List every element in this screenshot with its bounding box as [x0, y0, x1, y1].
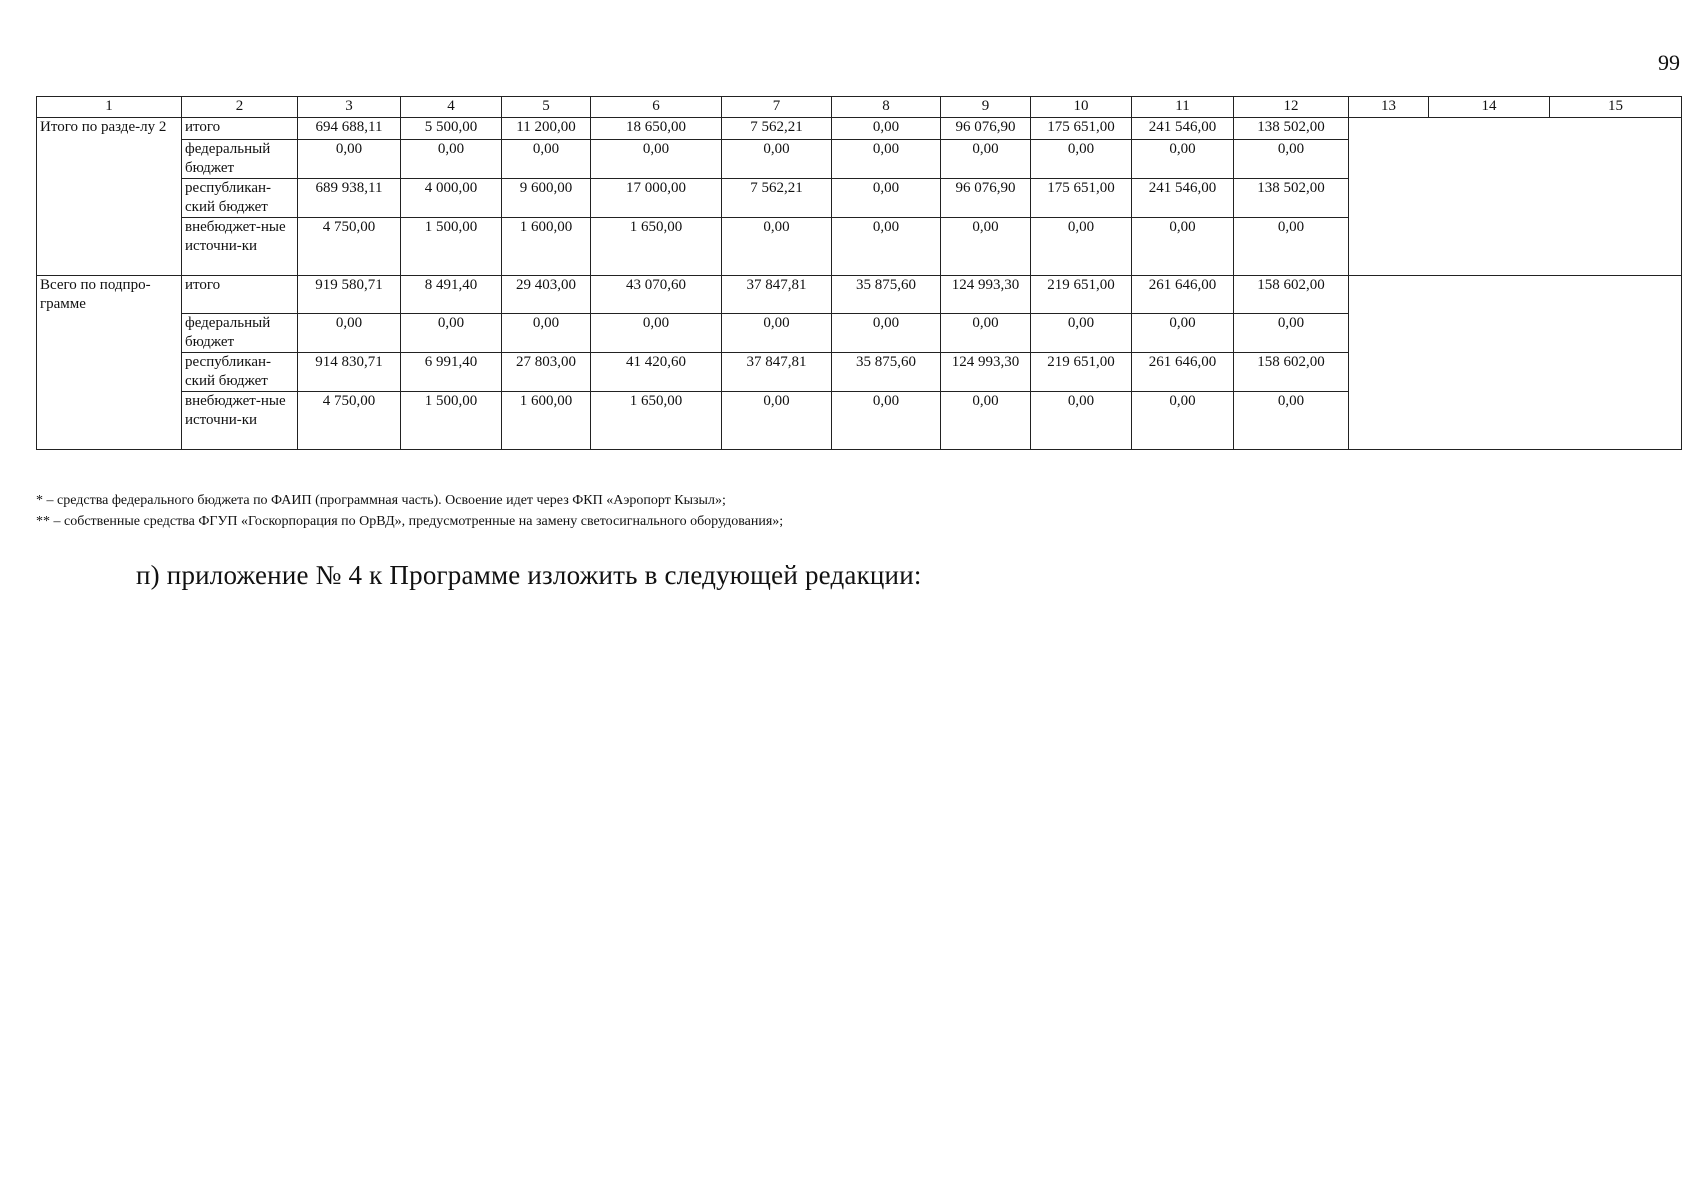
value-cell: 1 600,00 [502, 218, 591, 276]
value-cell: 261 646,00 [1132, 353, 1234, 392]
value-cell: 0,00 [298, 314, 401, 353]
value-cell: 18 650,00 [591, 118, 722, 140]
value-cell: 0,00 [591, 314, 722, 353]
value-cell: 219 651,00 [1031, 276, 1132, 314]
value-cell: 0,00 [1031, 140, 1132, 179]
value-cell: 1 650,00 [591, 392, 722, 450]
value-cell: 0,00 [502, 314, 591, 353]
value-cell: 0,00 [298, 140, 401, 179]
value-cell: 1 650,00 [591, 218, 722, 276]
header-cell: 5 [502, 97, 591, 118]
value-cell: 0,00 [832, 140, 941, 179]
value-cell: 1 600,00 [502, 392, 591, 450]
value-cell: 689 938,11 [298, 179, 401, 218]
value-cell: 96 076,90 [941, 118, 1031, 140]
value-cell: 0,00 [1132, 314, 1234, 353]
header-cell: 1 [37, 97, 182, 118]
value-cell: 4 750,00 [298, 392, 401, 450]
budget-table [36, 96, 1682, 450]
header-cell: 7 [722, 97, 832, 118]
value-cell: 0,00 [722, 218, 832, 276]
value-cell: 35 875,60 [832, 276, 941, 314]
value-cell: 0,00 [401, 140, 502, 179]
value-cell: 124 993,30 [941, 276, 1031, 314]
value-cell: 0,00 [832, 314, 941, 353]
value-cell: 919 580,71 [298, 276, 401, 314]
value-cell: 0,00 [832, 218, 941, 276]
funding-source: федеральный бюджет [182, 140, 298, 179]
value-cell: 0,00 [1031, 218, 1132, 276]
value-cell: 0,00 [591, 140, 722, 179]
value-cell: 41 420,60 [591, 353, 722, 392]
group-label: Всего по подпро-грамме [37, 276, 182, 450]
value-cell: 138 502,00 [1234, 118, 1349, 140]
header-cell: 11 [1132, 97, 1234, 118]
funding-source: внебюджет-ные источни-ки [182, 392, 298, 450]
value-cell: 1 500,00 [401, 392, 502, 450]
funding-source: внебюджет-ные источни-ки [182, 218, 298, 276]
value-cell: 138 502,00 [1234, 179, 1349, 218]
footnote-orvd: ** – собственные средства ФГУП «Госкорпорация по ОрВД», предусмотренные на замену светосигнального оборудования»; [36, 514, 784, 529]
value-cell: 6 991,40 [401, 353, 502, 392]
value-cell: 175 651,00 [1031, 118, 1132, 140]
funding-source: республикан-ский бюджет [182, 353, 298, 392]
footnotes [36, 490, 1636, 532]
value-cell: 35 875,60 [832, 353, 941, 392]
table-header-row [37, 97, 1682, 118]
footnote-federal: * – средства федерального бюджета по ФАИП (программная часть). Освоение идет через ФКП «Аэропорт Кызыл»; [36, 493, 726, 508]
value-cell: 0,00 [941, 140, 1031, 179]
header-cell: 15 [1550, 97, 1682, 118]
value-cell: 9 600,00 [502, 179, 591, 218]
value-cell: 0,00 [502, 140, 591, 179]
value-cell: 158 602,00 [1234, 353, 1349, 392]
value-cell: 7 562,21 [722, 179, 832, 218]
value-cell: 0,00 [722, 140, 832, 179]
value-cell: 0,00 [941, 218, 1031, 276]
header-cell: 3 [298, 97, 401, 118]
value-cell: 29 403,00 [502, 276, 591, 314]
header-cell: 12 [1234, 97, 1349, 118]
value-cell: 241 546,00 [1132, 179, 1234, 218]
value-cell: 5 500,00 [401, 118, 502, 140]
value-cell: 8 491,40 [401, 276, 502, 314]
value-cell: 43 070,60 [591, 276, 722, 314]
value-cell: 261 646,00 [1132, 276, 1234, 314]
value-cell: 0,00 [1132, 140, 1234, 179]
value-cell: 0,00 [941, 392, 1031, 450]
header-cell: 8 [832, 97, 941, 118]
funding-source: федеральный бюджет [182, 314, 298, 353]
value-cell: 0,00 [1234, 218, 1349, 276]
value-cell: 124 993,30 [941, 353, 1031, 392]
value-cell: 4 750,00 [298, 218, 401, 276]
value-cell: 175 651,00 [1031, 179, 1132, 218]
value-cell: 0,00 [1234, 314, 1349, 353]
value-cell: 219 651,00 [1031, 353, 1132, 392]
funding-source: итого [182, 118, 298, 140]
value-cell: 0,00 [832, 392, 941, 450]
value-cell: 0,00 [722, 314, 832, 353]
empty-columns-13-15 [1349, 276, 1682, 450]
funding-source: республикан-ский бюджет [182, 179, 298, 218]
value-cell: 0,00 [1031, 392, 1132, 450]
value-cell: 37 847,81 [722, 353, 832, 392]
section-heading: п) приложение № 4 к Программе изложить в следующей редакции: [136, 560, 922, 590]
header-cell: 2 [182, 97, 298, 118]
value-cell: 0,00 [1234, 392, 1349, 450]
value-cell: 0,00 [832, 118, 941, 140]
value-cell: 96 076,90 [941, 179, 1031, 218]
funding-source: итого [182, 276, 298, 314]
value-cell: 0,00 [722, 392, 832, 450]
value-cell: 1 500,00 [401, 218, 502, 276]
header-cell: 9 [941, 97, 1031, 118]
value-cell: 37 847,81 [722, 276, 832, 314]
group-label: Итого по разде-лу 2 [37, 118, 182, 276]
table-body [37, 97, 1682, 450]
value-cell: 914 830,71 [298, 353, 401, 392]
value-cell: 0,00 [1132, 392, 1234, 450]
value-cell: 0,00 [401, 314, 502, 353]
value-cell: 241 546,00 [1132, 118, 1234, 140]
value-cell: 17 000,00 [591, 179, 722, 218]
value-cell: 0,00 [1031, 314, 1132, 353]
value-cell: 0,00 [832, 179, 941, 218]
value-cell: 11 200,00 [502, 118, 591, 140]
header-cell: 6 [591, 97, 722, 118]
value-cell: 0,00 [1132, 218, 1234, 276]
value-cell: 4 000,00 [401, 179, 502, 218]
header-cell: 4 [401, 97, 502, 118]
value-cell: 7 562,21 [722, 118, 832, 140]
value-cell: 0,00 [1234, 140, 1349, 179]
page-number: 99 [1658, 50, 1680, 75]
value-cell: 27 803,00 [502, 353, 591, 392]
header-cell: 10 [1031, 97, 1132, 118]
value-cell: 0,00 [941, 314, 1031, 353]
value-cell: 158 602,00 [1234, 276, 1349, 314]
table-row [37, 276, 1682, 314]
empty-columns-13-15 [1349, 118, 1682, 276]
header-cell: 13 [1349, 97, 1429, 118]
value-cell: 694 688,11 [298, 118, 401, 140]
header-cell: 14 [1429, 97, 1550, 118]
table-row [37, 118, 1682, 140]
